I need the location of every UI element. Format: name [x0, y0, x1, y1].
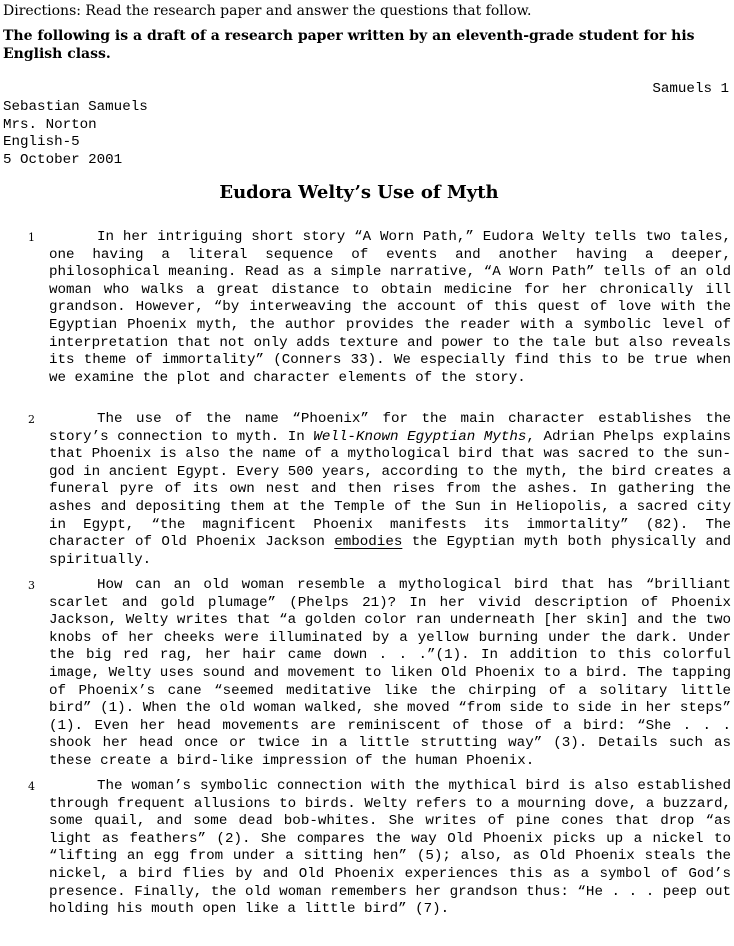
page-header: Samuels 1: [652, 81, 729, 97]
paragraph-2-text-a: The use of the name “Phoenix” for the main character establishes the story’s connection to myth. In: [49, 411, 731, 445]
paper-title: Eudora Welty’s Use of Myth: [219, 182, 499, 203]
paragraph-number: 3: [28, 579, 35, 592]
course-name: English-5: [3, 134, 80, 151]
paragraph-number: 2: [28, 413, 35, 426]
book-title: Well-Known Egyptian Myths: [313, 428, 527, 445]
paragraph-1: In her intriguing short story “A Worn Path,” Eudora Welty tells two tales, one having a literal sequence of events and another having a deeper, philosophical meaning. Read as a simple narrative, “A Worn Path” tells of an old woman who walks a great distance to obtain medicine for her chronically ill grandson. However, “by interweaving the account of this quest of love with the Egyptian Phoenix myth, the author provides the reader with a symbolic level of interpretation that not only adds texture and power to the tale but also reveals its theme of immortality” (Conners 33). We especially find this to be true when we examine the plot and character elements of the story.: [49, 229, 731, 386]
teacher-name: Mrs. Norton: [3, 116, 97, 133]
paragraph-3: How can an old woman resemble a mythological bird that has “brilliant scarlet and gold plumage” (Phelps 21)? In her vivid description of Phoenix Jackson, Welty writes that “a golden color ran underneath [her skin] and the two knobs of her cheeks were illuminated by a yellow burning under the dark. Under the big red rag, her hair came down . . .”(1). In addition to this colorful image, Welty uses sound and movement to liken Old Phoenix to a bird. The tapping of Phoenix’s cane “seemed meditative like the chirping of a solitary little bird” (1). When the old woman walked, she moved “from side to side in her steps” (1). Even her head movements are reminiscent of those of a bird: “She . . . shook her head once or twice in a little strutting way” (3). Details such as these create a bird-like impression of the human Phoenix.: [49, 577, 731, 769]
paragraph-2-text-b: , Adrian Phelps explains that Phoenix is also the name of a mythological bird that was sacred to the sun-god in ancient Egypt. Every 500 years, according to the myth, the bird creates a funeral pyre of its own nest and then rises from the ashes. In gathering the ashes and depositing them at the Temple of the Sun in Heliopolis, a sacred city in Egypt, “the magnificent Phoenix manifests its immortality” (82). The character of Old Phoenix Jackson: [49, 428, 731, 551]
mla-heading: [3, 99, 148, 169]
directions-text: Directions: Read the research paper and answer the questions that follow.: [3, 3, 532, 19]
student-name: Sebastian Samuels: [3, 99, 148, 115]
paper-date: 5 October 2001: [3, 151, 123, 168]
intro-text: The following is a draft of a research paper written by an eleventh-grade student for his English class.: [3, 28, 695, 62]
paragraph-number: 4: [28, 780, 35, 793]
paragraph-2: [49, 411, 731, 569]
paragraph-number: 1: [28, 231, 35, 244]
underlined-word: embodies: [334, 534, 403, 551]
paragraph-2-text-c: the Egyptian myth both physically and spiritually.: [49, 534, 732, 568]
paragraph-4: The woman’s symbolic connection with the mythical bird is also established through frequent allusions to birds. Welty refers to a mourning dove, a buzzard, some quail, and some dead bob-whites. She writes of pine cones that drop “as light as feathers” (2). She compares the way Old Phoenix picks up a nickel to “lifting an egg from under a sitting hen” (5); also, as Old Phoenix steals the nickel, a bird flies by and Old Phoenix experiences this as a symbol of God’s presence. Finally, the old woman remembers her grandson thus: “He . . . peep out holding his mouth open like a little bird” (7).: [49, 778, 731, 918]
